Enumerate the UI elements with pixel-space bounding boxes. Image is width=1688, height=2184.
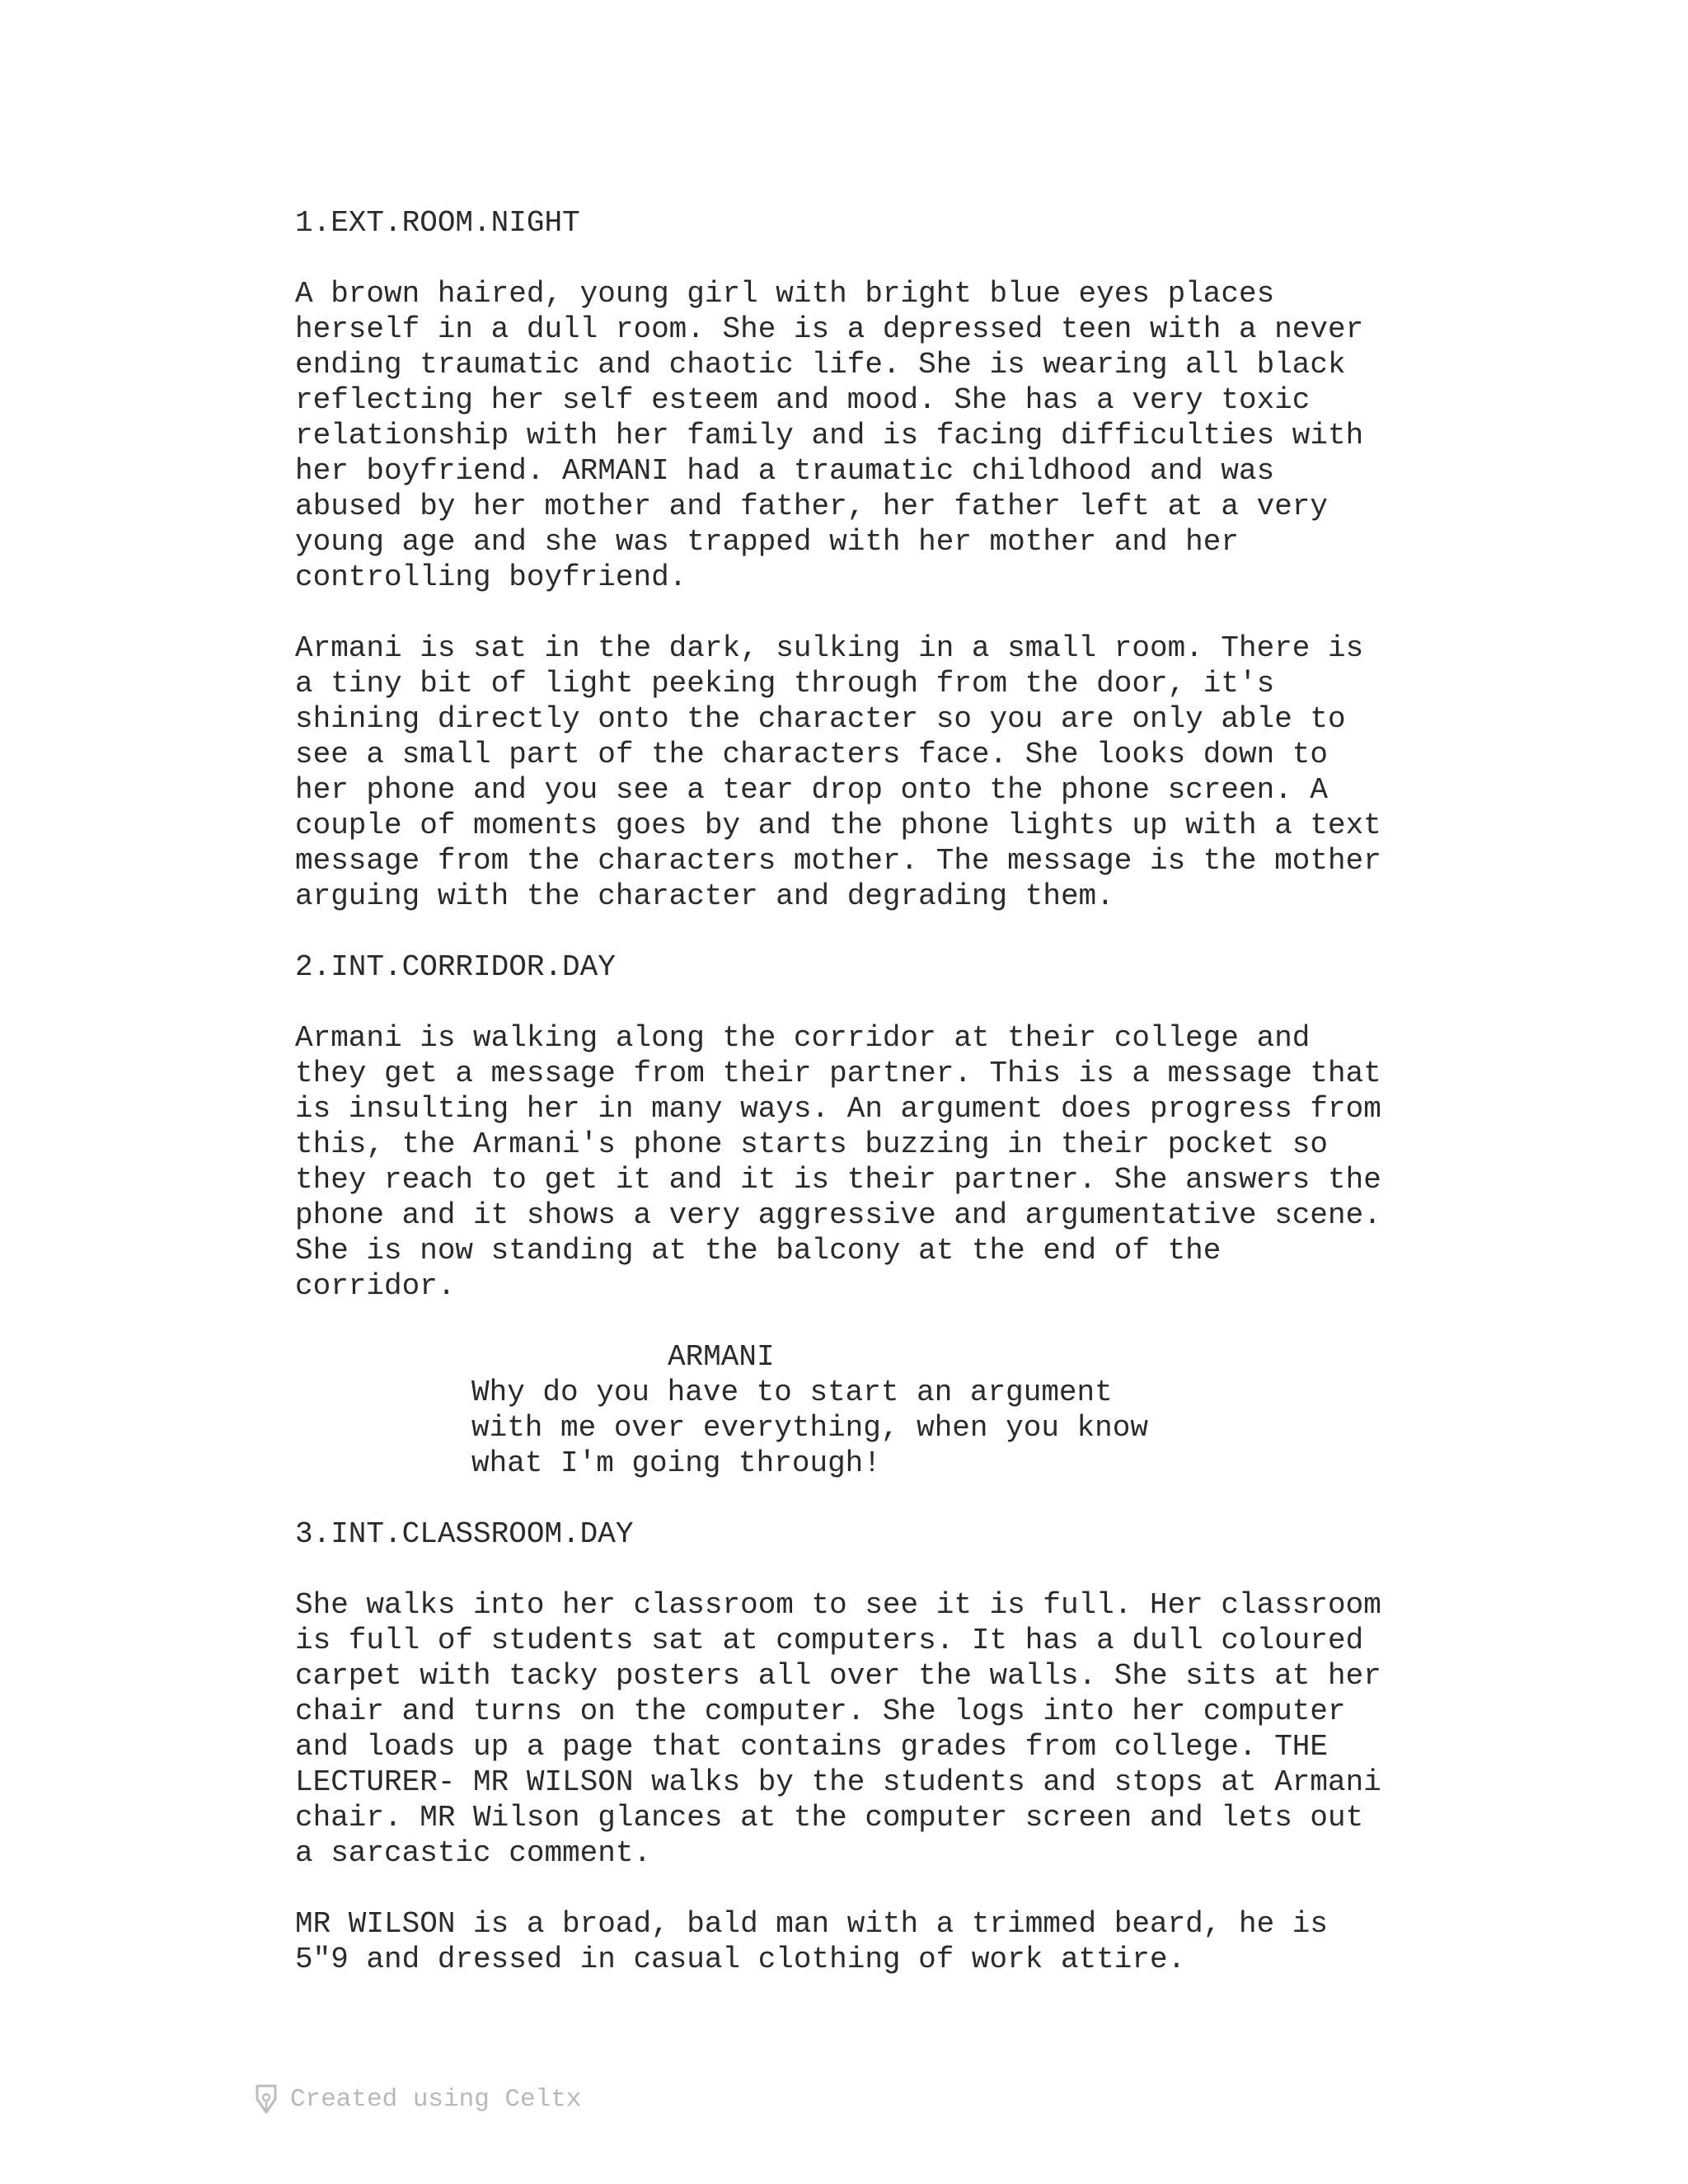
scene-heading-3: 3.INT.CLASSROOM.DAY [295,1517,634,1551]
action-paragraph-1: A brown haired, young girl with bright blue eyes places herself in a dull room. She is a depressed teen with a never ending traumatic and chaotic life. She is wearing all black reflecting her self esteem and mood. She has a very toxic relationship with her family and is facing difficulties with her boyfriend. ARMANI had a traumatic childhood and was abused by her mother and father, her father left at a very young age and she was trapped with her mother and her controlling boyfriend. [295,277,1364,594]
footer [254,2083,581,2116]
footer-label: Created using Celtx [290,2084,582,2114]
action-paragraph-3: Armani is walking along the corridor at their college and they get a message from their partner. This is a message that is insulting her in many ways. An argument does progress from this, the Armani's phone starts buzzing in their pocket so they reach to get it and it is their partner. She answers the phone and it shows a very aggressive and argumentative scene. She is now standing at the balcony at the end of the corridor. [295,1021,1381,1303]
dialogue-line: Why do you have to start an argument with me over everything, when you know what I'm going through! [471,1376,1148,1480]
character-name: ARMANI [668,1340,775,1374]
dialogue-block [471,1339,1148,1481]
action-paragraph-2: Armani is sat in the dark, sulking in a small room. There is a tiny bit of light peeking through from the door, it's shining directly onto the character so you are only able to see a small part of the characters face. She looks down to her phone and you see a tear drop onto the phone screen. A couple of moments goes by and the phone lights up with a text message from the characters mother. The message is the mother arguing with the character and degrading them. [295,631,1381,913]
action-paragraph-4: She walks into her classroom to see it is full. Her classroom is full of students sat at computers. It has a dull coloured carpet with tacky posters all over the walls. She sits at her chair and turns on the computer. She logs into her computer and loads up a page that contains grades from college. THE LECTURER- MR WILSON walks by the students and stops at Armani chair. MR Wilson glances at the computer screen and lets out a sarcastic comment. [295,1588,1381,1870]
scene-heading-2: 2.INT.CORRIDOR.DAY [295,950,616,984]
celtx-pen-nib-icon [254,2083,279,2116]
scene-heading-1: 1.EXT.ROOM.NIGHT [295,206,580,240]
action-paragraph-5: MR WILSON is a broad, bald man with a trimmed beard, he is 5"9 and dressed in casual clothing of work attire. [295,1907,1329,1976]
